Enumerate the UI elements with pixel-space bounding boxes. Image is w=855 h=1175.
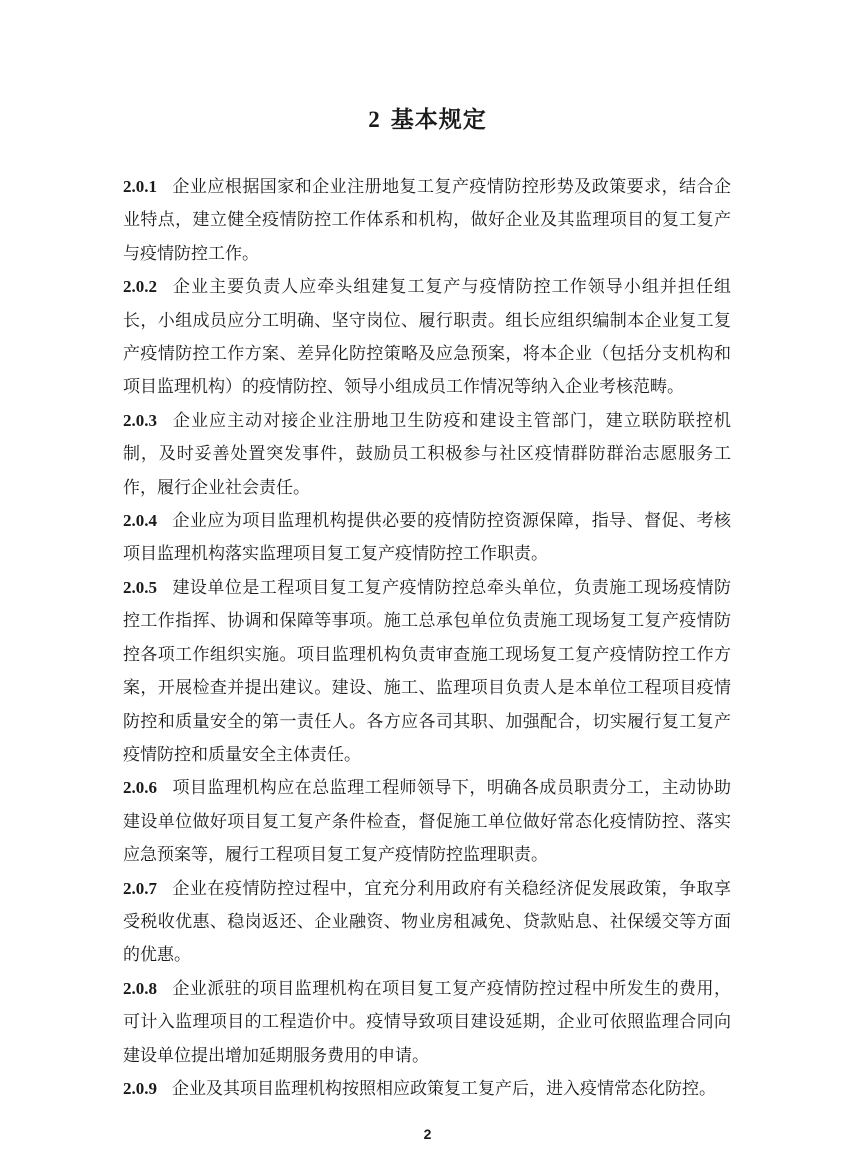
clause-2-0-8 — [123, 972, 731, 1072]
chapter-heading — [0, 101, 855, 134]
clause-text: 企业主要负责人应牵头组建复工复产与疫情防控工作领导小组并担任组长，小组成员应分工明确、坚守岗位、履行职责。组长应组织编制本企业复工复产疫情防控工作方案、差异化防控策略及应急预案，将本企业（包括分支机构和项目监理机构）的疫情防控、领导小组成员工作情况等纳入企业考核范畴。 — [123, 277, 731, 397]
clause-2-0-6 — [123, 771, 731, 871]
clause-2-0-4 — [123, 504, 731, 571]
clause-text: 企业及其项目监理机构按照相应政策复工复产后，进入疫情常态化防控。 — [172, 1078, 716, 1098]
clause-number: 2.0.4 — [123, 511, 157, 531]
document-body — [123, 170, 731, 1105]
clause-number: 2.0.3 — [123, 410, 157, 430]
clause-text: 建设单位是工程项目复工复产疫情防控总牵头单位，负责施工现场疫情防控工作指挥、协调和保障等事项。施工总承包单位负责施工现场复工复产疫情防控各项工作组织实施。项目监理机构负责审查施工现场复工复产疫情防控工作方案，开展检查并提出建议。建设、施工、监理项目负责人是本单位工程项目疫情防控和质量安全的第一责任人。各方应各司其职、加强配合，切实履行复工复产疫情防控和质量安全主体责任。 — [123, 577, 731, 764]
chapter-number: 2 — [368, 107, 380, 132]
clause-number: 2.0.7 — [123, 878, 157, 898]
clause-number: 2.0.2 — [123, 277, 157, 297]
clause-2-0-7 — [123, 872, 731, 972]
clause-text: 项目监理机构应在总监理工程师领导下，明确各成员职责分工，主动协助建设单位做好项目复工复产条件检查，督促施工单位做好常态化疫情防控、落实应急预案等，履行工程项目复工复产疫情防控监理职责。 — [123, 778, 731, 865]
page-footer — [0, 1126, 855, 1142]
clause-2-0-5 — [123, 571, 731, 771]
clause-number: 2.0.6 — [123, 778, 157, 798]
clause-text: 企业派驻的项目监理机构在项目复工复产疫情防控过程中所发生的费用，可计入监理项目的工程造价中。疫情导致项目建设延期，企业可依照监理合同向建设单位提出增加延期服务费用的申请。 — [123, 978, 731, 1065]
clause-2-0-9 — [123, 1072, 731, 1105]
clause-number: 2.0.5 — [123, 577, 157, 597]
page-number: 2 — [423, 1126, 432, 1142]
clause-2-0-3 — [123, 404, 731, 504]
chapter-title: 基本规定 — [390, 107, 487, 132]
clause-text: 企业在疫情防控过程中，宜充分利用政府有关稳经济促发展政策，争取享受税收优惠、稳岗返还、企业融资、物业房租减免、贷款贴息、社保缓交等方面的优惠。 — [123, 878, 731, 965]
clause-number: 2.0.9 — [123, 1078, 157, 1098]
clause-number: 2.0.1 — [123, 177, 157, 196]
clause-text: 企业应根据国家和企业注册地复工复产疫情防控形势及政策要求，结合企业特点，建立健全疫情防控工作体系和机构，做好企业及其监理项目的复工复产与疫情防控工作。 — [123, 177, 731, 263]
clause-number: 2.0.8 — [123, 978, 157, 998]
clause-text: 企业应为项目监理机构提供必要的疫情防控资源保障，指导、督促、考核项目监理机构落实监理项目复工复产疫情防控工作职责。 — [123, 511, 731, 564]
clause-2-0-1 — [123, 170, 731, 270]
clause-text: 企业应主动对接企业注册地卫生防疫和建设主管部门，建立联防联控机制，及时妥善处置突发事件，鼓励员工积极参与社区疫情群防群治志愿服务工作，履行企业社会责任。 — [123, 410, 731, 497]
clause-2-0-2 — [123, 270, 731, 404]
